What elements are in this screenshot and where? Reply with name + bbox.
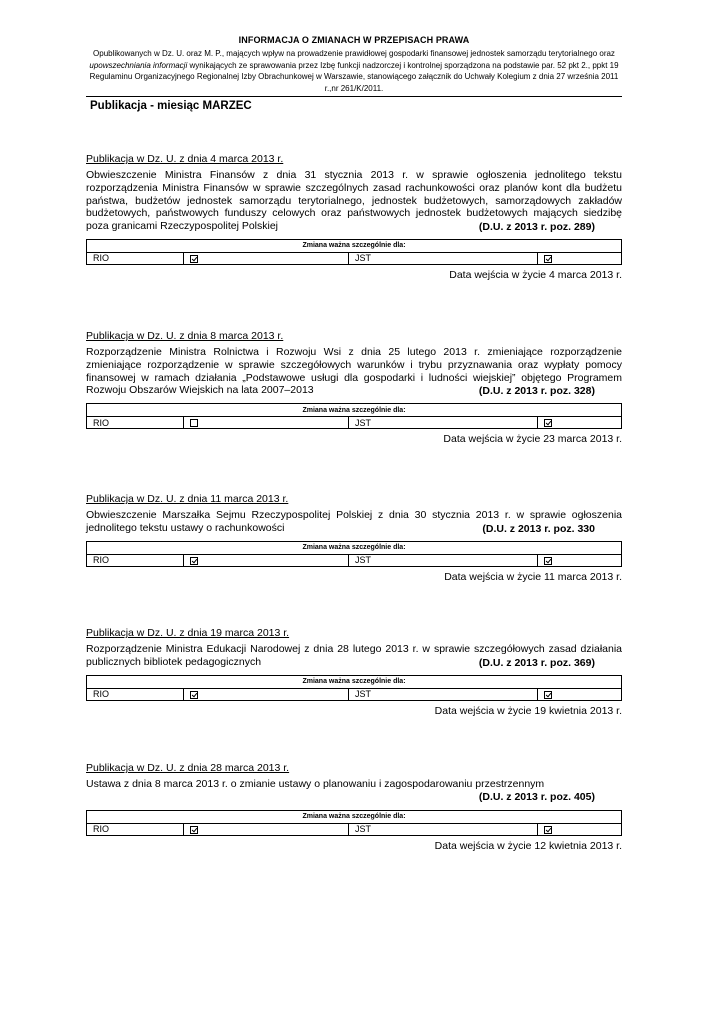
journal-reference: (D.U. z 2013 r. poz. 328) [475,385,595,397]
journal-reference: (D.U. z 2013 r. poz. 369) [475,657,595,669]
effective-date: Data wejścia w życie 11 marca 2013 r. [444,570,622,583]
document-header [86,34,622,94]
relevance-table-header: Zmiana ważna szczególnie dla: [87,541,622,554]
relevance-table [86,675,622,701]
rio-label: RIO [87,417,184,429]
jst-checkbox[interactable] [544,826,552,834]
rio-checkbox[interactable] [190,691,198,699]
effective-date: Data wejścia w życie 19 kwietnia 2013 r. [434,704,622,717]
jst-checkbox[interactable] [544,419,552,427]
publication-description: Rozporządzenie Ministra Edukacji Narodowej z dnia 28 lutego 2013 r. w sprawie szczegółowych zasad działania publicznych bibliotek pedagogicznych [86,643,622,668]
publication-date: Publikacja w Dz. U. z dnia 28 marca 2013 r. [86,762,290,774]
document-subtitle: Opublikowanych w Dz. U. oraz M. P., mających wpływ na prowadzenie prawidłowej gospodarki finansowej jednostek samorządu terytorialnego oraz upowszechniania informacji wynikających ze sprawowania przez Izbę funkcji nadzorczej i kontrolnej sporządzona na podstawie par. 52 pkt 2., ppkt 19 Regulaminu Organizacyjnego Regionalnej Izby Obrachunkowej w Warszawie, stanowiącego załącznik do Uchwały Kolegium z dnia 27 września 2011 r.,nr 261/K/2011. [89,49,619,93]
jst-label: JST [349,554,538,566]
publication-entry [86,329,622,445]
effective-date: Data wejścia w życie 4 marca 2013 r. [449,268,622,281]
journal-reference: (D.U. z 2013 r. poz. 330 [478,523,595,535]
jst-label: JST [349,823,538,835]
effective-date: Data wejścia w życie 12 kwietnia 2013 r. [434,839,622,852]
jst-label: JST [349,252,538,264]
relevance-table-header: Zmiana ważna szczególnie dla: [87,239,622,252]
publication-entry [86,626,622,717]
publication-date: Publikacja w Dz. U. z dnia 11 marca 2013 r. [86,493,289,505]
relevance-table [86,810,622,836]
rio-label: RIO [87,823,184,835]
publication-description: Obwieszczenie Ministra Finansów z dnia 31 stycznia 2013 r. w sprawie ogłoszenia jednolitego tekstu rozporządzenia Ministra Finansów w sprawie szczególnych zasad rachunkowości oraz planów kont dla budżetu państwa, budżetów jednostek samorządu terytorialnego, jednostek budżetowych, samorządowych zakładów budżetowych, państwowych funduszy celowych oraz państwowych jednostek budżetowych mających siedzibę poza granicami Rzeczypospolitej Polskiej [86,169,622,233]
publication-date: Publikacja w Dz. U. z dnia 8 marca 2013 r. [86,330,284,342]
rio-checkbox[interactable] [190,557,198,565]
publication-date: Publikacja w Dz. U. z dnia 4 marca 2013 r. [86,153,284,165]
rio-label: RIO [87,554,184,566]
rio-checkbox[interactable] [190,419,198,427]
relevance-table [86,239,622,265]
journal-reference: (D.U. z 2013 r. poz. 405) [478,790,595,803]
rio-checkbox[interactable] [190,826,198,834]
jst-label: JST [349,688,538,700]
relevance-table [86,541,622,567]
publication-entry [86,492,622,583]
month-heading: Publikacja - miesiąc MARZEC [90,100,252,112]
publication-entry [86,152,622,281]
publication-description: Rozporządzenie Ministra Rolnictwa i Rozwoju Wsi z dnia 25 lutego 2013 r. zmieniające rozporządzenie zmieniające rozporządzenie w sprawie szczegółowych warunków i trybu przyznawania oraz wypłaty pomocy finansowej w ramach działania „Podstawowe usługi dla gospodarki i ludności wiejskiej” objętego Programem Rozwoju Obszarów Wiejskich na lata 2007–2013 [86,346,622,397]
relevance-table-header: Zmiana ważna szczególnie dla: [87,810,622,823]
rio-checkbox[interactable] [190,255,198,263]
jst-checkbox[interactable] [544,691,552,699]
relevance-table [86,403,622,429]
jst-checkbox[interactable] [544,255,552,263]
document-title: INFORMACJA O ZMIANACH W PRZEPISACH PRAWA [238,35,470,45]
rio-label: RIO [87,688,184,700]
rio-label: RIO [87,252,184,264]
effective-date: Data wejścia w życie 23 marca 2013 r. [443,433,622,446]
relevance-table-header: Zmiana ważna szczególnie dla: [87,404,622,417]
jst-checkbox[interactable] [544,557,552,565]
journal-reference: (D.U. z 2013 r. poz. 289) [475,221,595,233]
publication-entry [86,761,622,852]
publication-description: Ustawa z dnia 8 marca 2013 r. o zmianie ustawy o planowaniu i zagospodarowaniu przestrzennym [86,778,545,790]
publication-description: Obwieszczenie Marszałka Sejmu Rzeczypospolitej Polskiej z dnia 30 stycznia 2013 r. w sprawie ogłoszenia jednolitego tekstu ustawy o rachunkowości [86,509,622,534]
publication-date: Publikacja w Dz. U. z dnia 19 marca 2013 r. [86,627,290,639]
header-divider [86,96,622,97]
relevance-table-header: Zmiana ważna szczególnie dla: [87,675,622,688]
jst-label: JST [349,417,538,429]
